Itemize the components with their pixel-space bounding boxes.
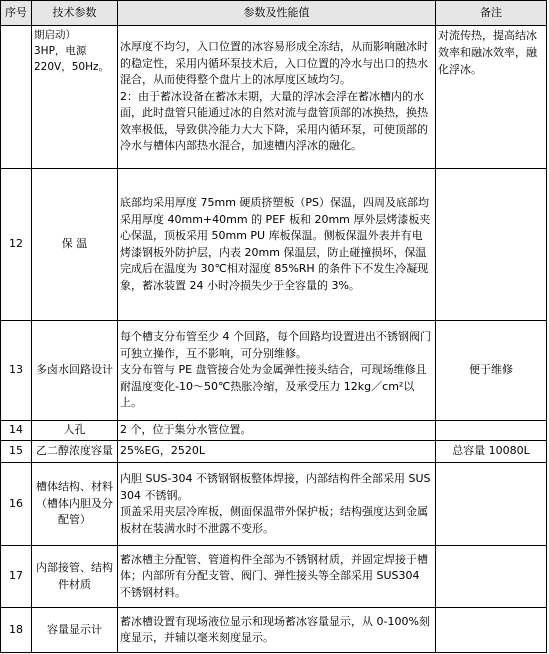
row-param: 保 温 <box>32 169 118 321</box>
perf-paragraph: 2：由于蓄冰设备在蓄冰末期，大量的浮冰会浮在蓄冰槽内的水面，此时盘管只能通过冰的自然对流与盘管顶部的冰换热，换热效率极低，导致供冷能力大大下降，采用内循环泵，可使顶部的冷水与槽体内部热水混合，加速槽内浮冰的融化。 <box>120 89 428 153</box>
perf-paragraph: 蓄冰槽设置有现场液位显示和现场蓄冰容量显示，从 0-100%刻度显示，并辅以毫米刻度显示。 <box>120 614 430 644</box>
row-perf <box>118 546 436 608</box>
row-perf <box>118 441 436 463</box>
row-note: 对流传热，提高结冰效率和融冰效率，融化浮冰。 <box>436 26 547 169</box>
row-no: 17 <box>1 546 32 608</box>
perf-paragraph: 每个槽支分布管至少 4 个回路，每个回路均设置进出不锈钢阀门可独立操作，互不影响，可分别维修。 <box>120 330 431 360</box>
row-param: 内部接管、结构件材质 <box>32 546 118 608</box>
row-note <box>436 169 547 321</box>
perf-paragraph: 顶盖采用夹层冷库板，侧面保温带外保护板；结构强度达到金属板材在装满水时不泄露不变形。 <box>120 505 428 535</box>
perf-paragraph: 25%EG，2520L <box>120 444 206 458</box>
perf-paragraph: 底部均采用厚度 75mm 硬质挤塑板（PS）保温，四周及底部均采用厚度 40mm+40mm 的 PEF 板和 20mm 厚外层烤漆板夹心保温，顶板采用 50mm PU 库板保温。侧板保温外表并有电烤漆钢板外防护层，内表 20mm 保温层，防止碰撞损坏，保温完成后在温度为 30℃相对湿度 85%RH 的条件下不发生冷凝现象，蓄冰装置 24 小时冷损失少于全容量的 3%。 <box>120 196 431 292</box>
table-row <box>1 421 547 441</box>
row-note <box>436 421 547 441</box>
row-no: 12 <box>1 169 32 321</box>
header-param: 技术参数 <box>32 1 118 26</box>
perf-paragraph: 冰厚度不均匀，入口位置的冰容易形成全冻结，从而影响融冰时的稳定性，采用内循环泵技术后，入口位置的冷水与出口的热水混合，从而使得整个盘片上的冰厚度区域均匀。 <box>120 40 428 87</box>
row-param: 多卤水回路设计 <box>32 321 118 421</box>
table-row <box>1 608 547 653</box>
row-note: 总容量 10080L <box>436 441 547 463</box>
header-row <box>1 1 547 26</box>
row-perf <box>118 463 436 546</box>
row-param: 期启动） 3HP，电源 220V，50Hz。 <box>32 26 118 169</box>
row-perf <box>118 421 436 441</box>
row-note: 便于维修 <box>436 321 547 421</box>
perf-paragraph: 内胆 SUS-304 不锈钢钢板整体焊接，内部结构件全部采用 SUS304 不锈钢。 <box>120 472 431 502</box>
row-perf <box>118 321 436 421</box>
row-note <box>436 463 547 546</box>
row-no: 16 <box>1 463 32 546</box>
header-perf: 参数及性能值 <box>118 1 436 26</box>
row-no <box>1 26 32 169</box>
table-row <box>1 169 547 321</box>
row-note <box>436 608 547 653</box>
row-note <box>436 546 547 608</box>
row-no: 15 <box>1 441 32 463</box>
table-row <box>1 26 547 169</box>
row-perf <box>118 608 436 653</box>
table-row <box>1 441 547 463</box>
row-param: 容量显示计 <box>32 608 118 653</box>
row-param: 槽体结构、材料（槽体内胆及分配管） <box>32 463 118 546</box>
row-perf <box>118 26 436 169</box>
row-perf <box>118 169 436 321</box>
table-row <box>1 546 547 608</box>
row-no: 18 <box>1 608 32 653</box>
header-no: 序号 <box>1 1 32 26</box>
row-param: 乙二醇浓度容量 <box>32 441 118 463</box>
row-no: 13 <box>1 321 32 421</box>
perf-paragraph: 蓄冰槽主分配管、管道构件全部为不锈钢材质，并固定焊接于槽体；内部所有分配支管、阀门、弹性接头等全部采用 SUS304 不锈钢材料。 <box>120 552 428 599</box>
perf-paragraph: 2 个，位于集分水管位置。 <box>120 423 252 437</box>
perf-paragraph: 支分布管与 PE 盘管接合处为金属弹性接头结合，可现场维修且耐温度变化-10～50℃热胀冷缩，及承受压力 12kg／cm²以上。 <box>120 363 427 410</box>
row-no: 14 <box>1 421 32 441</box>
header-note: 备注 <box>436 1 547 26</box>
table-row <box>1 463 547 546</box>
row-param: 人孔 <box>32 421 118 441</box>
table-row <box>1 321 547 421</box>
